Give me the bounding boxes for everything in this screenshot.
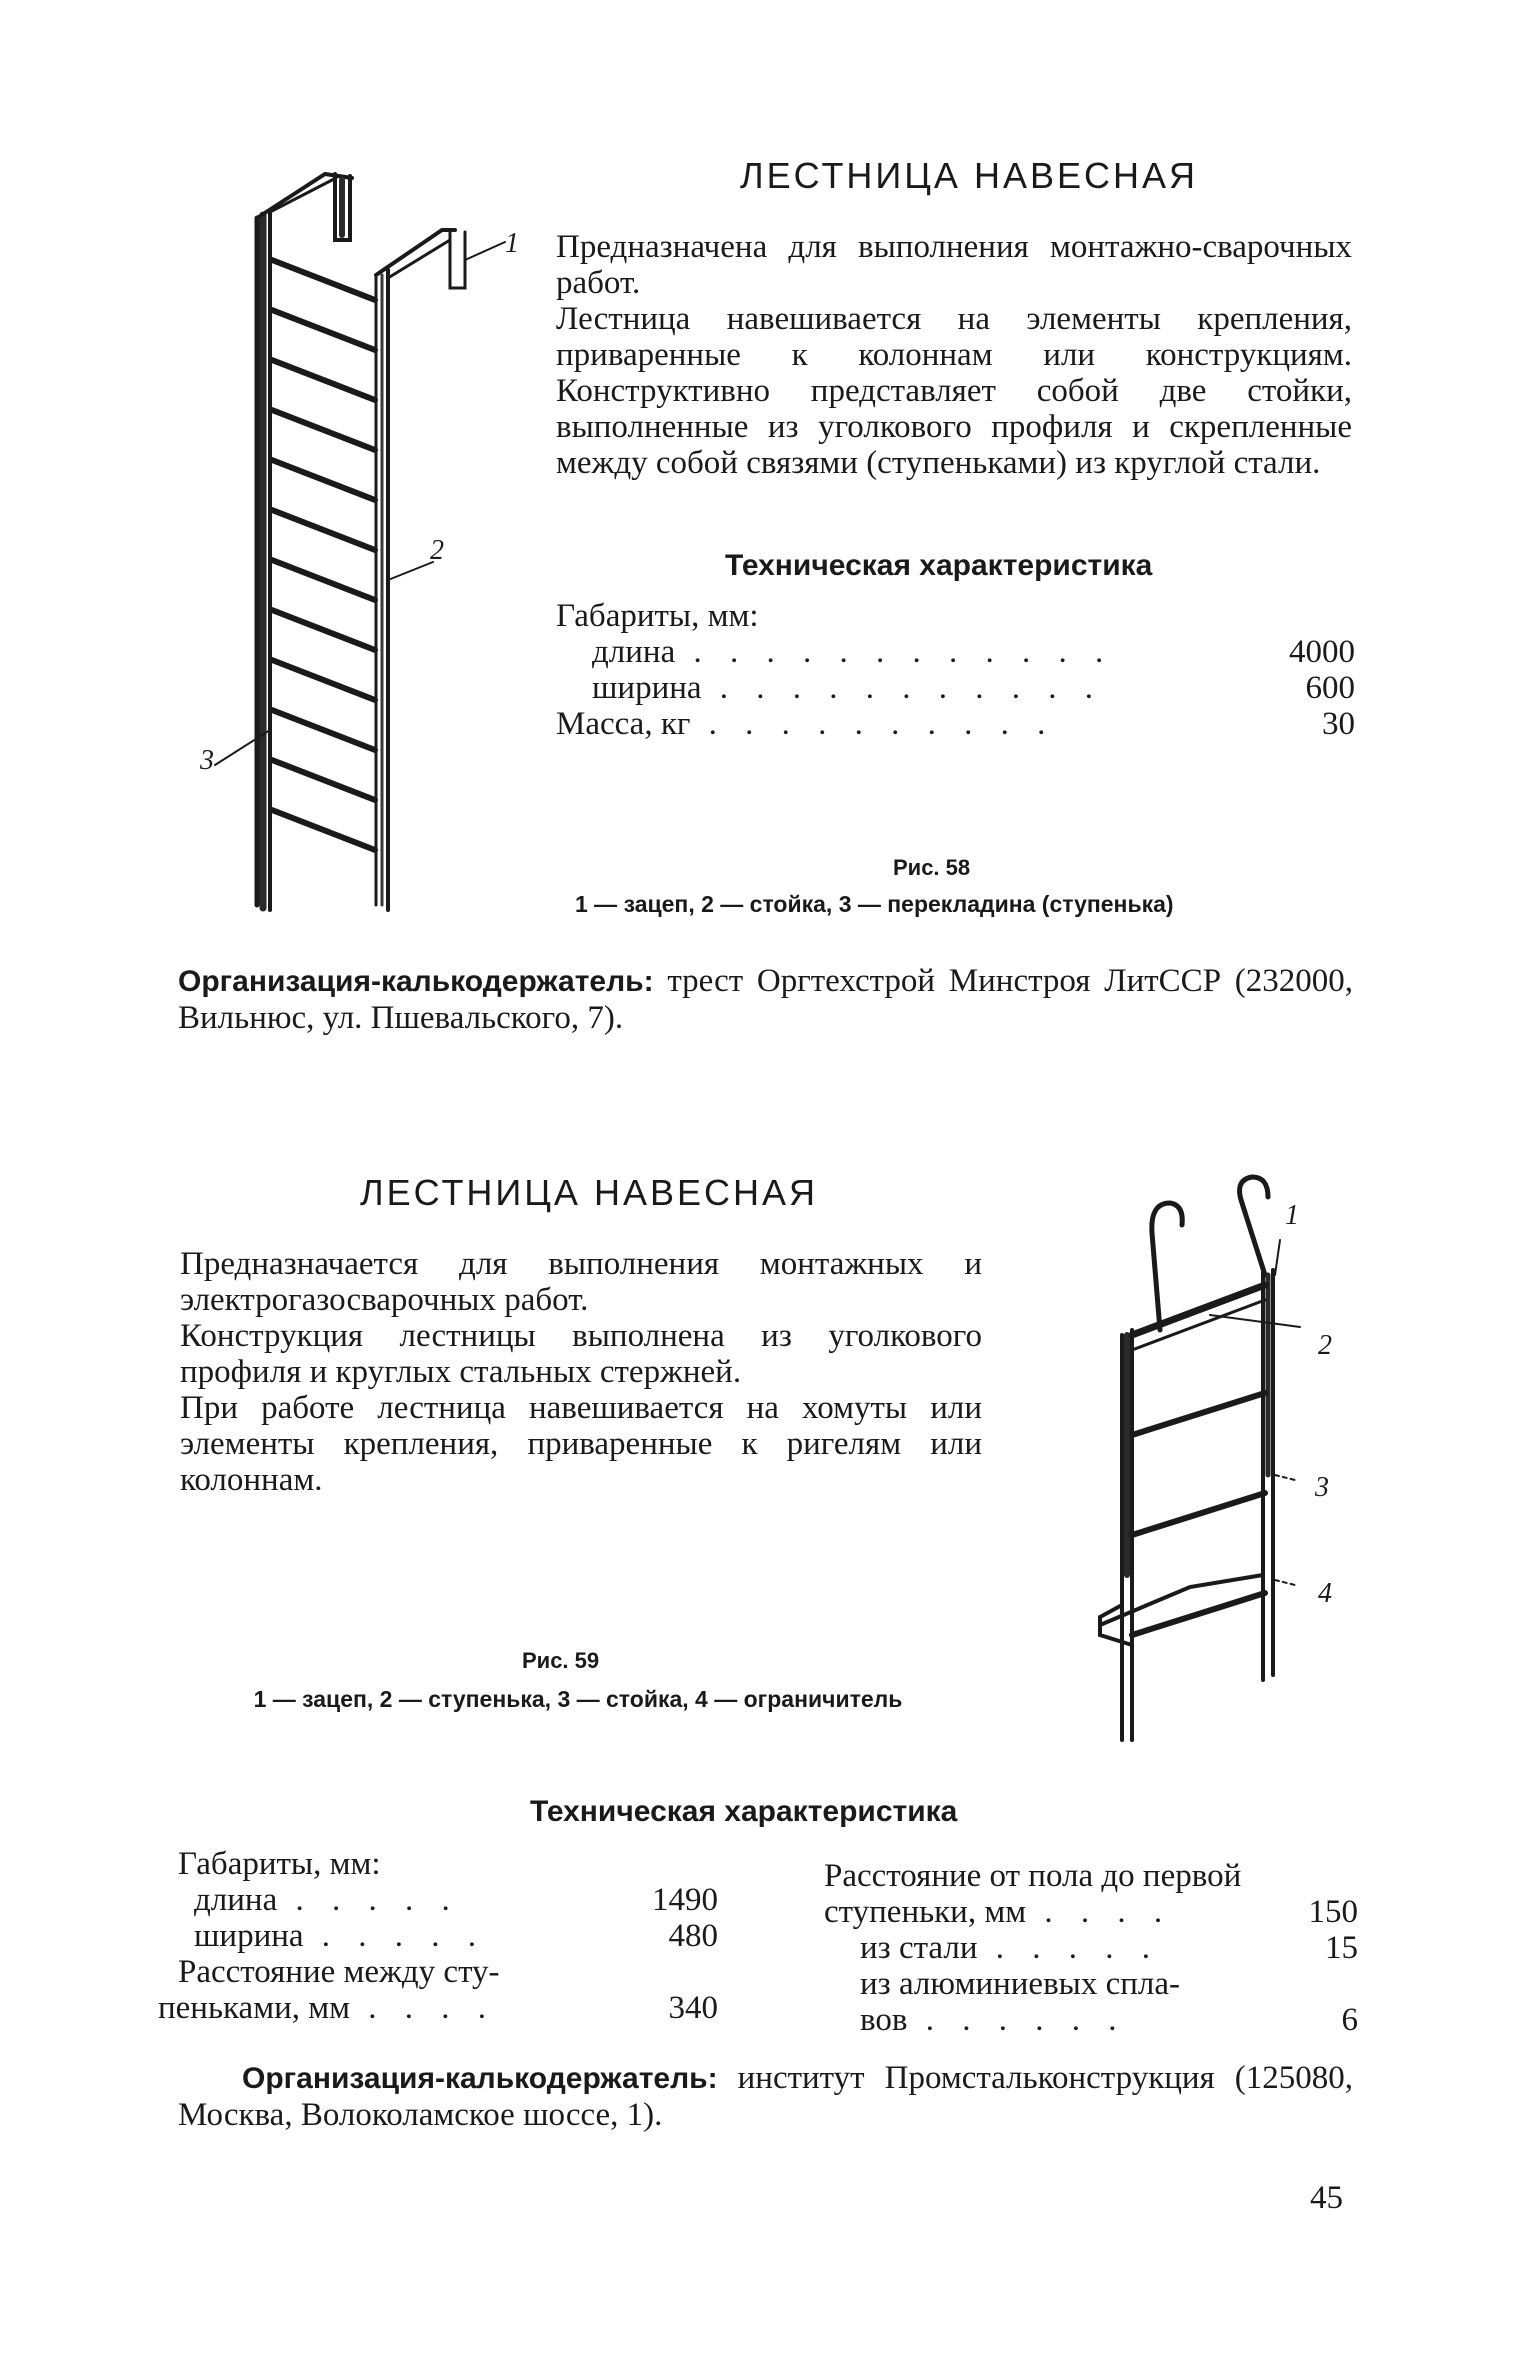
section2-alu-value: 6	[1341, 2002, 1358, 2038]
section2-paragraph-2: Конструкция лестницы выполнена из уголкового профиля и круглых стальных стержней.	[180, 1318, 982, 1390]
section1-length-value: 4000	[1289, 634, 1355, 670]
section1-org-text: трест Оргтехстрой Минстроя ЛитССР (232000, Вильнюс, ул. Пшевальского, 7).	[178, 963, 1354, 1036]
section2-width-value: 480	[668, 1918, 718, 1954]
section2-first-value: 150	[1308, 1894, 1358, 1930]
callout-1-fig58: 1	[505, 228, 519, 259]
section2-tech-title: Техническая характеристика	[530, 1795, 958, 1828]
section1-gabarity-label: Габариты, мм:	[556, 598, 759, 634]
section1-length-label: длина	[592, 634, 676, 670]
figure-58-caption: 1 — зацеп, 2 — стойка, 3 — перекладина (ступенька)	[575, 891, 1174, 917]
section1-mass-row: Масса, кг . . . . . . . . . .	[556, 706, 1056, 742]
figure-59-title: Рис. 59	[522, 1648, 600, 1673]
ladder-58-illustration	[150, 150, 510, 930]
section2-org-text: институт Промстальконструкция (125080, Москва, Волоколамское шоссе, 1).	[178, 2060, 1354, 2133]
page-number: 45	[1310, 2180, 1343, 2216]
section1-description	[556, 229, 1352, 481]
section1-mass-label: Масса, кг	[556, 706, 691, 742]
section2-steel-row: из стали . . . . .	[860, 1930, 1160, 1966]
section2-alu-label-2: вов	[860, 2002, 908, 2038]
section2-step-label-1: Расстояние между сту-	[178, 1954, 500, 1990]
section1-mass-value: 30	[1322, 706, 1355, 742]
section2-first-label-1: Расстояние от пола до первой	[824, 1858, 1242, 1894]
section1-title: ЛЕСТНИЦА НАВЕСНАЯ	[740, 155, 1198, 196]
section2-step-value: 340	[668, 1990, 718, 2026]
section2-alu-label-1: из алюминиевых спла-	[860, 1966, 1180, 2002]
callout-2-fig58: 2	[430, 535, 444, 566]
section1-width-value: 600	[1305, 670, 1355, 706]
section1-paragraph-2: Лестница навешивается на элементы крепления, приваренные к колоннам или конструкциям. Конструктивно представляет собой две стойки, выполненные из уголкового профиля и скрепленные между собой связями (ступеньками) из круглой стали.	[556, 301, 1352, 481]
section1-organization	[178, 963, 1353, 1036]
section2-step-label-2: пеньками, мм	[158, 1990, 351, 2026]
callout-2-fig59: 2	[1318, 1330, 1332, 1361]
section2-width-label: ширина	[194, 1918, 304, 1954]
section2-step-row: пеньками, мм . . . .	[158, 1990, 497, 2026]
section1-tech-title: Техническая характеристика	[725, 549, 1153, 582]
callout-4-fig59: 4	[1318, 1578, 1332, 1609]
figure-59-caption: 1 — зацеп, 2 — ступенька, 3 — стойка, 4 — ограничитель	[253, 1686, 903, 1712]
section2-organization	[178, 2060, 1353, 2133]
callout-1-fig59: 1	[1285, 1200, 1299, 1231]
section2-paragraph-1: Предназначается для выполнения монтажных и электрогазосварочных работ.	[180, 1246, 982, 1318]
section2-org-label: Организация-калькодержатель:	[242, 2062, 718, 2095]
section2-steel-label: из стали	[860, 1930, 978, 1966]
section2-alu-row: вов . . . . . .	[860, 2002, 1127, 2038]
section2-length-value: 1490	[652, 1882, 718, 1918]
section2-width-row: ширина . . . . .	[194, 1918, 487, 1954]
section1-width-label: ширина	[592, 670, 702, 706]
section1-org-label: Организация-калькодержатель:	[178, 965, 654, 998]
section2-length-row: длина . . . . .	[194, 1882, 460, 1918]
figure-58-title: Рис. 58	[893, 855, 971, 880]
section2-gabarity-label: Габариты, мм:	[178, 1846, 381, 1882]
section2-first-row: ступеньки, мм . . . .	[824, 1894, 1173, 1930]
section1-paragraph-1: Предназначена для выполнения монтажно-сварочных работ.	[556, 229, 1352, 301]
section1-width-row: ширина . . . . . . . . . . .	[592, 670, 1104, 706]
section2-first-label-2: ступеньки, мм	[824, 1894, 1027, 1930]
section1-length-row: длина . . . . . . . . . . . .	[592, 634, 1114, 670]
ladder-59-illustration	[1070, 1175, 1370, 1755]
section2-length-label: длина	[194, 1882, 278, 1918]
section2-steel-value: 15	[1325, 1930, 1358, 1966]
section2-paragraph-3: При работе лестница навешивается на хомуты или элементы крепления, приваренные к ригелям или колоннам.	[180, 1390, 982, 1498]
section2-title: ЛЕСТНИЦА НАВЕСНАЯ	[360, 1172, 818, 1213]
callout-3-fig59: 3	[1315, 1472, 1329, 1503]
section2-description	[180, 1246, 982, 1498]
callout-3-fig58: 3	[200, 745, 214, 776]
